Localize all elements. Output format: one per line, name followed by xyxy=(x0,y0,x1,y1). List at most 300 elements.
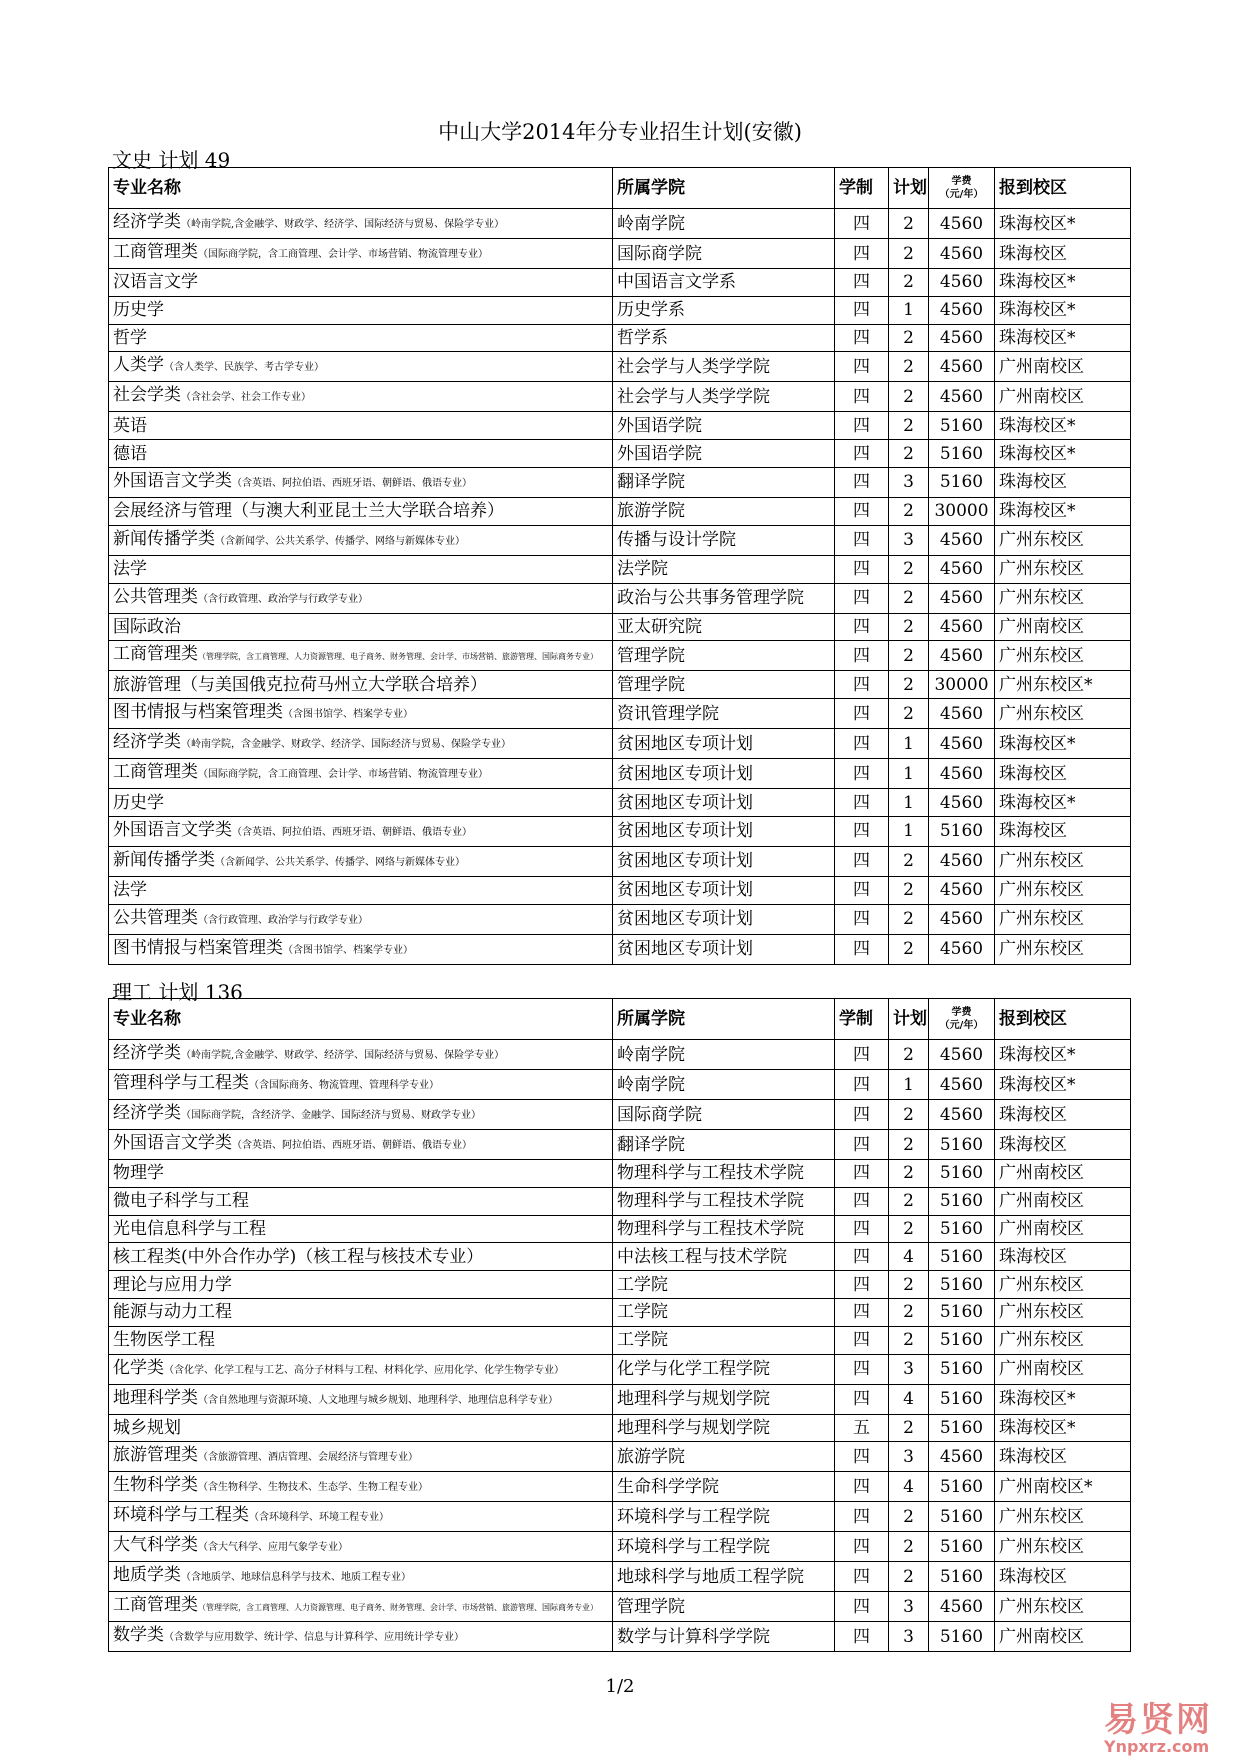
years-cell: 四 xyxy=(835,209,889,239)
major-name: 生物科学类 xyxy=(113,1475,198,1496)
fee-cell: 5160 xyxy=(929,1298,995,1326)
major-note: （含英语、阿拉伯语、西班牙语、朝鲜语、俄语专业） xyxy=(232,477,472,489)
major-cell xyxy=(109,1187,613,1215)
plan-cell: 1 xyxy=(889,789,929,817)
fee-cell: 5160 xyxy=(929,1562,995,1592)
major-note: （岭南学院,含金融学、财政学、经济学、国际经济与贸易、保险学专业） xyxy=(181,1050,505,1061)
years-cell: 四 xyxy=(835,1215,889,1243)
major-cell xyxy=(109,1502,613,1532)
major-cell xyxy=(109,1040,613,1070)
fee-cell: 5160 xyxy=(929,467,995,497)
plan-cell: 2 xyxy=(889,583,929,613)
fee-cell: 4560 xyxy=(929,583,995,613)
plan-cell: 2 xyxy=(889,1414,929,1442)
major-cell xyxy=(109,269,613,297)
years-cell: 四 xyxy=(835,583,889,613)
major-name: 生物医学工程 xyxy=(113,1330,215,1351)
years-cell: 四 xyxy=(835,497,889,525)
college-cell: 国际商学院 xyxy=(613,239,835,269)
plan-cell: 2 xyxy=(889,1187,929,1215)
major-cell xyxy=(109,789,613,817)
college-cell: 贫困地区专项计划 xyxy=(613,904,835,934)
table-row xyxy=(109,904,1131,934)
major-note: （含图书馆学、档案学专业） xyxy=(283,944,413,956)
fee-cell: 5160 xyxy=(929,1472,995,1502)
years-cell: 四 xyxy=(835,1187,889,1215)
major-cell xyxy=(109,1130,613,1160)
major-cell xyxy=(109,296,613,324)
fee-cell: 4560 xyxy=(929,209,995,239)
major-name: 新闻传播学类 xyxy=(113,849,215,870)
years-cell: 五 xyxy=(835,1414,889,1442)
campus-cell: 广州东校区 xyxy=(995,583,1131,613)
major-name: 国际政治 xyxy=(113,616,181,637)
years-cell: 四 xyxy=(835,296,889,324)
major-name: 历史学 xyxy=(113,792,164,813)
campus-cell: 珠海校区 xyxy=(995,1243,1131,1271)
college-cell: 化学与化学工程学院 xyxy=(613,1354,835,1384)
college-cell: 管理学院 xyxy=(613,671,835,699)
major-cell xyxy=(109,1326,613,1354)
fee-cell: 4560 xyxy=(929,324,995,352)
college-cell: 地理科学与规划学院 xyxy=(613,1384,835,1414)
table-row xyxy=(109,641,1131,671)
campus-cell: 广州南校区 xyxy=(995,352,1131,382)
plan-cell: 2 xyxy=(889,934,929,964)
major-name: 经济学类 xyxy=(113,212,181,232)
fee-cell: 4560 xyxy=(929,269,995,297)
plan-cell: 2 xyxy=(889,352,929,382)
fee-cell: 4560 xyxy=(929,1100,995,1130)
plan-cell: 3 xyxy=(889,525,929,555)
header-fee xyxy=(929,168,995,209)
fee-cell: 5160 xyxy=(929,1326,995,1354)
major-cell xyxy=(109,904,613,934)
major-note: （含社会学、社会工作专业） xyxy=(181,392,311,404)
campus-cell: 珠海校区* xyxy=(995,789,1131,817)
major-name: 经济学类 xyxy=(113,1103,181,1123)
table-row xyxy=(109,1160,1131,1188)
plan-cell: 2 xyxy=(889,497,929,525)
college-cell: 环境科学与工程学院 xyxy=(613,1532,835,1562)
campus-cell: 广州南校区 xyxy=(995,1187,1131,1215)
major-cell xyxy=(109,1070,613,1100)
major-note: （含环境科学、环境工程专业） xyxy=(249,1512,389,1524)
years-cell: 四 xyxy=(835,352,889,382)
major-cell xyxy=(109,1414,613,1442)
college-cell: 外国语学院 xyxy=(613,412,835,440)
table-row xyxy=(109,296,1131,324)
major-cell xyxy=(109,1592,613,1622)
campus-cell: 珠海校区 xyxy=(995,816,1131,846)
college-cell: 中国语言文学系 xyxy=(613,269,835,297)
campus-cell: 广州南校区 xyxy=(995,382,1131,412)
major-name: 旅游管理类 xyxy=(113,1445,198,1466)
major-note: （管理学院，含工商管理、人力资源管理、电子商务、财务管理、会计学、市场营销、旅游管理、国际商务专业） xyxy=(198,1603,598,1613)
major-cell xyxy=(109,816,613,846)
fee-cell: 4560 xyxy=(929,239,995,269)
major-note: （国际商学院，含经济学、金融学、国际经济与贸易、财政学专业） xyxy=(181,1110,481,1121)
table-row xyxy=(109,1070,1131,1100)
major-cell xyxy=(109,467,613,497)
table-row xyxy=(109,1130,1131,1160)
college-cell: 工学院 xyxy=(613,1298,835,1326)
college-cell: 国际商学院 xyxy=(613,1100,835,1130)
college-cell: 翻译学院 xyxy=(613,1130,835,1160)
campus-cell: 珠海校区 xyxy=(995,1100,1131,1130)
major-name: 能源与动力工程 xyxy=(113,1302,232,1323)
college-cell: 物理科学与工程技术学院 xyxy=(613,1160,835,1188)
major-name: 哲学 xyxy=(113,327,147,348)
major-note: （国际商学院，含工商管理、会计学、市场营销、物流管理专业） xyxy=(198,249,488,260)
major-name: 环境科学与工程类 xyxy=(113,1505,249,1526)
major-name: 城乡规划 xyxy=(113,1417,181,1438)
years-cell: 四 xyxy=(835,1562,889,1592)
years-cell: 四 xyxy=(835,1442,889,1472)
campus-cell: 珠海校区 xyxy=(995,1442,1131,1472)
college-cell: 旅游学院 xyxy=(613,1442,835,1472)
table-row xyxy=(109,1472,1131,1502)
campus-cell: 珠海校区* xyxy=(995,729,1131,759)
major-note: （含地质学、地球信息科学与技术、地质工程专业） xyxy=(181,1572,411,1584)
major-name: 新闻传播学类 xyxy=(113,528,215,549)
table-row xyxy=(109,876,1131,904)
college-cell: 贫困地区专项计划 xyxy=(613,934,835,964)
header-college: 所属学院 xyxy=(613,999,835,1040)
fee-cell: 4560 xyxy=(929,641,995,671)
table-row xyxy=(109,671,1131,699)
fee-cell: 4560 xyxy=(929,1040,995,1070)
major-name: 地质学类 xyxy=(113,1565,181,1586)
college-cell: 物理科学与工程技术学院 xyxy=(613,1215,835,1243)
table-row xyxy=(109,382,1131,412)
plan-cell: 2 xyxy=(889,1298,929,1326)
fee-cell: 4560 xyxy=(929,729,995,759)
college-cell: 管理学院 xyxy=(613,641,835,671)
fee-cell: 4560 xyxy=(929,1442,995,1472)
plan-cell: 2 xyxy=(889,382,929,412)
major-note: （含行政管理、政治学与行政学专业） xyxy=(198,593,368,605)
table-row xyxy=(109,209,1131,239)
campus-cell: 广州东校区 xyxy=(995,641,1131,671)
years-cell: 四 xyxy=(835,1384,889,1414)
plan-cell: 2 xyxy=(889,1215,929,1243)
fee-cell: 5160 xyxy=(929,1502,995,1532)
header-years: 学制 xyxy=(835,999,889,1040)
years-cell: 四 xyxy=(835,382,889,412)
campus-cell: 珠海校区* xyxy=(995,440,1131,468)
table-row xyxy=(109,1354,1131,1384)
major-note: （含图书馆学、档案学专业） xyxy=(283,709,413,721)
plan-cell: 2 xyxy=(889,1271,929,1299)
table-row xyxy=(109,789,1131,817)
major-name: 工商管理类 xyxy=(113,1595,198,1616)
campus-cell: 广州南校区* xyxy=(995,1472,1131,1502)
table-row xyxy=(109,816,1131,846)
college-cell: 管理学院 xyxy=(613,1592,835,1622)
table-row xyxy=(109,324,1131,352)
college-cell: 社会学与人类学学院 xyxy=(613,352,835,382)
table-row xyxy=(109,1187,1131,1215)
campus-cell: 珠海校区* xyxy=(995,497,1131,525)
major-note: （含旅游管理、酒店管理、会展经济与管理专业） xyxy=(198,1452,418,1464)
college-cell: 生命科学学院 xyxy=(613,1472,835,1502)
campus-cell: 广州东校区 xyxy=(995,1298,1131,1326)
table-row xyxy=(109,729,1131,759)
major-note: （岭南学院,含金融学、财政学、经济学、国际经济与贸易、保险学专业） xyxy=(181,219,505,230)
fee-cell: 4560 xyxy=(929,1070,995,1100)
fee-cell: 4560 xyxy=(929,555,995,583)
plan-cell: 2 xyxy=(889,1160,929,1188)
years-cell: 四 xyxy=(835,467,889,497)
years-cell: 四 xyxy=(835,641,889,671)
major-note: （含数学与应用数学、统计学、信息与计算科学、应用统计学专业） xyxy=(164,1632,464,1644)
major-note: （含人类学、民族学、考古学专业） xyxy=(164,362,324,374)
major-name: 法学 xyxy=(113,880,147,901)
college-cell: 环境科学与工程学院 xyxy=(613,1502,835,1532)
plan-cell: 3 xyxy=(889,1442,929,1472)
table-header-row xyxy=(109,168,1131,209)
major-name: 核工程类(中外合作办学)（核工程与核技术专业） xyxy=(113,1246,484,1267)
major-name: 化学类 xyxy=(113,1357,164,1378)
table-row xyxy=(109,1562,1131,1592)
years-cell: 四 xyxy=(835,816,889,846)
table-row xyxy=(109,759,1131,789)
plan-cell: 2 xyxy=(889,1532,929,1562)
years-cell: 四 xyxy=(835,324,889,352)
campus-cell: 广州东校区 xyxy=(995,1592,1131,1622)
major-cell xyxy=(109,1354,613,1384)
college-cell: 中法核工程与技术学院 xyxy=(613,1243,835,1271)
table-row xyxy=(109,1243,1131,1271)
header-fee-top: 学费 xyxy=(951,1007,972,1018)
fee-cell: 5160 xyxy=(929,1354,995,1384)
major-note: （管理学院，含工商管理、人力资源管理、电子商务、财务管理、会计学、市场营销、旅游管理、国际商务专业） xyxy=(198,652,598,662)
major-name: 外国语言文学类 xyxy=(113,470,232,491)
fee-cell: 4560 xyxy=(929,1592,995,1622)
college-cell: 贫困地区专项计划 xyxy=(613,789,835,817)
plan-cell: 2 xyxy=(889,641,929,671)
major-cell xyxy=(109,1622,613,1652)
major-note: （岭南学院，含金融学、财政学、经济学、国际经济与贸易、保险学专业） xyxy=(181,739,511,751)
fee-cell: 4560 xyxy=(929,846,995,876)
campus-cell: 广州东校区 xyxy=(995,934,1131,964)
fee-cell: 5160 xyxy=(929,816,995,846)
major-note: （含英语、阿拉伯语、西班牙语、朝鲜语、俄语专业） xyxy=(232,1140,472,1151)
major-name: 图书情报与档案管理类 xyxy=(113,702,283,723)
table-row xyxy=(109,1040,1131,1070)
campus-cell: 广州东校区 xyxy=(995,904,1131,934)
major-cell xyxy=(109,1532,613,1562)
table-row xyxy=(109,1100,1131,1130)
major-note: （含国际商务、物流管理、管理科学专业） xyxy=(249,1080,439,1091)
header-campus: 报到校区 xyxy=(995,168,1131,209)
major-name: 经济学类 xyxy=(113,1043,181,1063)
campus-cell: 珠海校区 xyxy=(995,759,1131,789)
fee-cell: 5160 xyxy=(929,1384,995,1414)
years-cell: 四 xyxy=(835,412,889,440)
campus-cell: 珠海校区* xyxy=(995,412,1131,440)
college-cell: 工学院 xyxy=(613,1326,835,1354)
table-row xyxy=(109,613,1131,641)
header-fee xyxy=(929,999,995,1040)
major-cell xyxy=(109,1215,613,1243)
years-cell: 四 xyxy=(835,1502,889,1532)
plan-cell: 2 xyxy=(889,613,929,641)
header-major: 专业名称 xyxy=(109,168,613,209)
table-row xyxy=(109,497,1131,525)
fee-cell: 5160 xyxy=(929,440,995,468)
college-cell: 传播与设计学院 xyxy=(613,525,835,555)
fee-cell: 4560 xyxy=(929,613,995,641)
college-cell: 旅游学院 xyxy=(613,497,835,525)
campus-cell: 广州南校区 xyxy=(995,1215,1131,1243)
plan-cell: 4 xyxy=(889,1472,929,1502)
section-label-science: 理工 计划 136 xyxy=(112,980,243,1004)
major-cell xyxy=(109,1562,613,1592)
major-name: 公共管理类 xyxy=(113,586,198,607)
major-cell xyxy=(109,352,613,382)
major-cell xyxy=(109,1160,613,1188)
college-cell: 贫困地区专项计划 xyxy=(613,846,835,876)
major-name: 数学类 xyxy=(113,1625,164,1646)
table-row xyxy=(109,239,1131,269)
campus-cell: 珠海校区* xyxy=(995,209,1131,239)
years-cell: 四 xyxy=(835,1592,889,1622)
years-cell: 四 xyxy=(835,759,889,789)
major-name: 物理学 xyxy=(113,1163,164,1184)
major-name: 会展经济与管理（与澳大利亚昆士兰大学联合培养） xyxy=(113,501,504,522)
college-cell: 历史学系 xyxy=(613,296,835,324)
years-cell: 四 xyxy=(835,1130,889,1160)
fee-cell: 5160 xyxy=(929,1160,995,1188)
fee-cell: 4560 xyxy=(929,382,995,412)
major-name: 公共管理类 xyxy=(113,907,198,928)
college-cell: 物理科学与工程技术学院 xyxy=(613,1187,835,1215)
college-cell: 法学院 xyxy=(613,555,835,583)
major-name: 经济学类 xyxy=(113,732,181,753)
years-cell: 四 xyxy=(835,1326,889,1354)
major-cell xyxy=(109,1384,613,1414)
major-cell xyxy=(109,525,613,555)
header-major: 专业名称 xyxy=(109,999,613,1040)
years-cell: 四 xyxy=(835,699,889,729)
major-name: 汉语言文学 xyxy=(113,272,198,293)
fee-cell: 4560 xyxy=(929,789,995,817)
campus-cell: 广州南校区 xyxy=(995,1160,1131,1188)
table-row xyxy=(109,352,1131,382)
plan-cell: 2 xyxy=(889,555,929,583)
plan-cell: 1 xyxy=(889,1070,929,1100)
college-cell: 地理科学与规划学院 xyxy=(613,1414,835,1442)
plan-cell: 3 xyxy=(889,1622,929,1652)
watermark-name: 易贤网 xyxy=(1104,1700,1212,1740)
years-cell: 四 xyxy=(835,1532,889,1562)
table-row xyxy=(109,583,1131,613)
table-row xyxy=(109,525,1131,555)
fee-cell: 30000 xyxy=(929,671,995,699)
campus-cell: 广州东校区* xyxy=(995,671,1131,699)
fee-cell: 4560 xyxy=(929,759,995,789)
plan-cell: 2 xyxy=(889,239,929,269)
table-row xyxy=(109,1298,1131,1326)
college-cell: 资讯管理学院 xyxy=(613,699,835,729)
campus-cell: 珠海校区* xyxy=(995,1414,1131,1442)
major-cell xyxy=(109,412,613,440)
years-cell: 四 xyxy=(835,1472,889,1502)
campus-cell: 广州南校区 xyxy=(995,1354,1131,1384)
major-note: （国际商学院，含工商管理、会计学、市场营销、物流管理专业） xyxy=(198,769,488,781)
table-row xyxy=(109,1384,1131,1414)
college-cell: 贫困地区专项计划 xyxy=(613,816,835,846)
table-row xyxy=(109,1622,1131,1652)
plan-cell: 2 xyxy=(889,209,929,239)
years-cell: 四 xyxy=(835,934,889,964)
college-cell: 翻译学院 xyxy=(613,467,835,497)
plan-cell: 2 xyxy=(889,876,929,904)
major-cell xyxy=(109,1442,613,1472)
college-cell: 亚太研究院 xyxy=(613,613,835,641)
years-cell: 四 xyxy=(835,1160,889,1188)
plan-cell: 2 xyxy=(889,1100,929,1130)
years-cell: 四 xyxy=(835,671,889,699)
plan-cell: 1 xyxy=(889,759,929,789)
header-campus: 报到校区 xyxy=(995,999,1131,1040)
major-cell xyxy=(109,729,613,759)
table-row xyxy=(109,1326,1131,1354)
header-plan: 计划 xyxy=(889,999,929,1040)
campus-cell: 广州东校区 xyxy=(995,555,1131,583)
years-cell: 四 xyxy=(835,1622,889,1652)
plan-cell: 4 xyxy=(889,1243,929,1271)
fee-cell: 5160 xyxy=(929,1215,995,1243)
college-cell: 社会学与人类学学院 xyxy=(613,382,835,412)
fee-cell: 5160 xyxy=(929,1243,995,1271)
section-label-liberal-arts: 文史 计划 49 xyxy=(112,148,231,172)
header-fee-top: 学费 xyxy=(951,176,972,187)
major-name: 工商管理类 xyxy=(113,242,198,262)
plan-cell: 3 xyxy=(889,1592,929,1622)
campus-cell: 珠海校区* xyxy=(995,1040,1131,1070)
header-years: 学制 xyxy=(835,168,889,209)
campus-cell: 广州东校区 xyxy=(995,1326,1131,1354)
plan-cell: 2 xyxy=(889,846,929,876)
fee-cell: 5160 xyxy=(929,1271,995,1299)
college-cell: 贫困地区专项计划 xyxy=(613,759,835,789)
major-name: 理论与应用力学 xyxy=(113,1274,232,1295)
campus-cell: 珠海校区* xyxy=(995,269,1131,297)
major-cell xyxy=(109,239,613,269)
major-name: 大气科学类 xyxy=(113,1535,198,1556)
major-name: 微电子科学与工程 xyxy=(113,1191,249,1212)
campus-cell: 珠海校区 xyxy=(995,1130,1131,1160)
major-cell xyxy=(109,846,613,876)
table-row xyxy=(109,846,1131,876)
campus-cell: 广州东校区 xyxy=(995,1502,1131,1532)
plan-cell: 2 xyxy=(889,1130,929,1160)
years-cell: 四 xyxy=(835,1243,889,1271)
plan-cell: 4 xyxy=(889,1384,929,1414)
major-note: （含化学、化学工程与工艺、高分子材料与工程、材料化学、应用化学、化学生物学专业） xyxy=(164,1364,564,1376)
major-name: 社会学类 xyxy=(113,385,181,406)
years-cell: 四 xyxy=(835,269,889,297)
major-name: 旅游管理（与美国俄克拉荷马州立大学联合培养） xyxy=(113,674,487,695)
years-cell: 四 xyxy=(835,1100,889,1130)
major-name: 工商管理类 xyxy=(113,762,198,783)
major-cell xyxy=(109,1472,613,1502)
fee-cell: 4560 xyxy=(929,934,995,964)
campus-cell: 广州东校区 xyxy=(995,1532,1131,1562)
